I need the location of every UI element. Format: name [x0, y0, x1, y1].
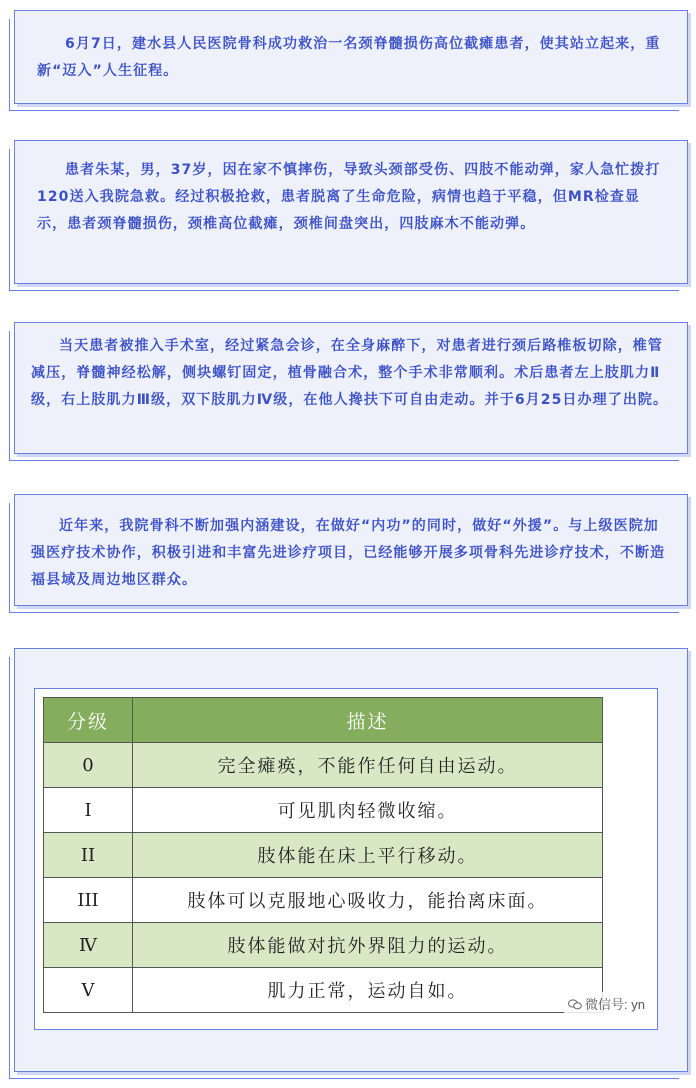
table-row: [44, 743, 603, 788]
table-row: [44, 968, 603, 1013]
paragraph-card-4: [14, 494, 688, 606]
table-row: [44, 923, 603, 968]
row-desc: 肢体能做对抗外界阻力的运动。: [133, 923, 603, 968]
paragraph-4: 近年来，我院骨科不断加强内涵建设，在做好“内功”的同时，做好“外援”。与上级医院加强医疗技术协作，积极引进和丰富先进诊疗项目，已经能够开展多项骨科先进诊疗技术，不断造福县域及周边地区群众。: [31, 518, 666, 588]
table-header-level: 分级: [44, 698, 133, 743]
table-row: [44, 878, 603, 923]
paragraph-card-3: [14, 322, 688, 454]
wechat-watermark: [564, 992, 649, 1015]
row-level: V: [44, 968, 133, 1013]
watermark-text: 微信号: yn: [585, 997, 645, 1012]
table-row: [44, 833, 603, 878]
row-desc: 肢体可以克服地心吸收力，能抬离床面。: [133, 878, 603, 923]
row-desc: 肌力正常，运动自如。: [133, 968, 603, 1013]
paragraph-1: 6月7日，建水县人民医院骨科成功救治一名颈脊髓损伤高位截瘫患者，使其站立起来，重新“迈入”人生征程。: [37, 36, 661, 79]
muscle-strength-table: [43, 697, 603, 1013]
row-desc: 完全瘫痪，不能作任何自由运动。: [133, 743, 603, 788]
table-frame: [34, 688, 658, 1030]
row-level: I: [44, 788, 133, 833]
wechat-icon: [568, 998, 582, 1009]
row-level: 0: [44, 743, 133, 788]
row-level: II: [44, 833, 133, 878]
row-level: III: [44, 878, 133, 923]
paragraph-card-1: [14, 10, 688, 104]
row-desc: 可见肌肉轻微收缩。: [133, 788, 603, 833]
paragraph-card-2: [14, 140, 688, 284]
row-level: Ⅳ: [44, 923, 133, 968]
row-desc: 肢体能在床上平行移动。: [133, 833, 603, 878]
paragraph-3: 当天患者被推入手术室，经过紧急会诊，在全身麻醉下，对患者进行颈后路椎板切除，椎管减压，脊髓神经松解，侧块螺钉固定，植骨融合术，整个手术非常顺利。术后患者左上肢肌力Ⅱ级，右上肢肌力Ⅲ级，双下肢肌力Ⅳ级，在他人搀扶下可自由走动。并于6月25日办理了出院。: [31, 338, 669, 408]
paragraph-2: 患者朱某，男，37岁，因在家不慎摔伤，导致头颈部受伤、四肢不能动弹，家人急忙拨打120送入我院急救。经过积极抢救，患者脱离了生命危险，病情也趋于平稳，但MR检查显示，患者颈脊髓损伤，颈椎高位截瘫，颈椎间盘突出，四肢麻木不能动弹。: [37, 162, 661, 232]
table-row: [44, 788, 603, 833]
table-header-desc: 描述: [133, 698, 603, 743]
